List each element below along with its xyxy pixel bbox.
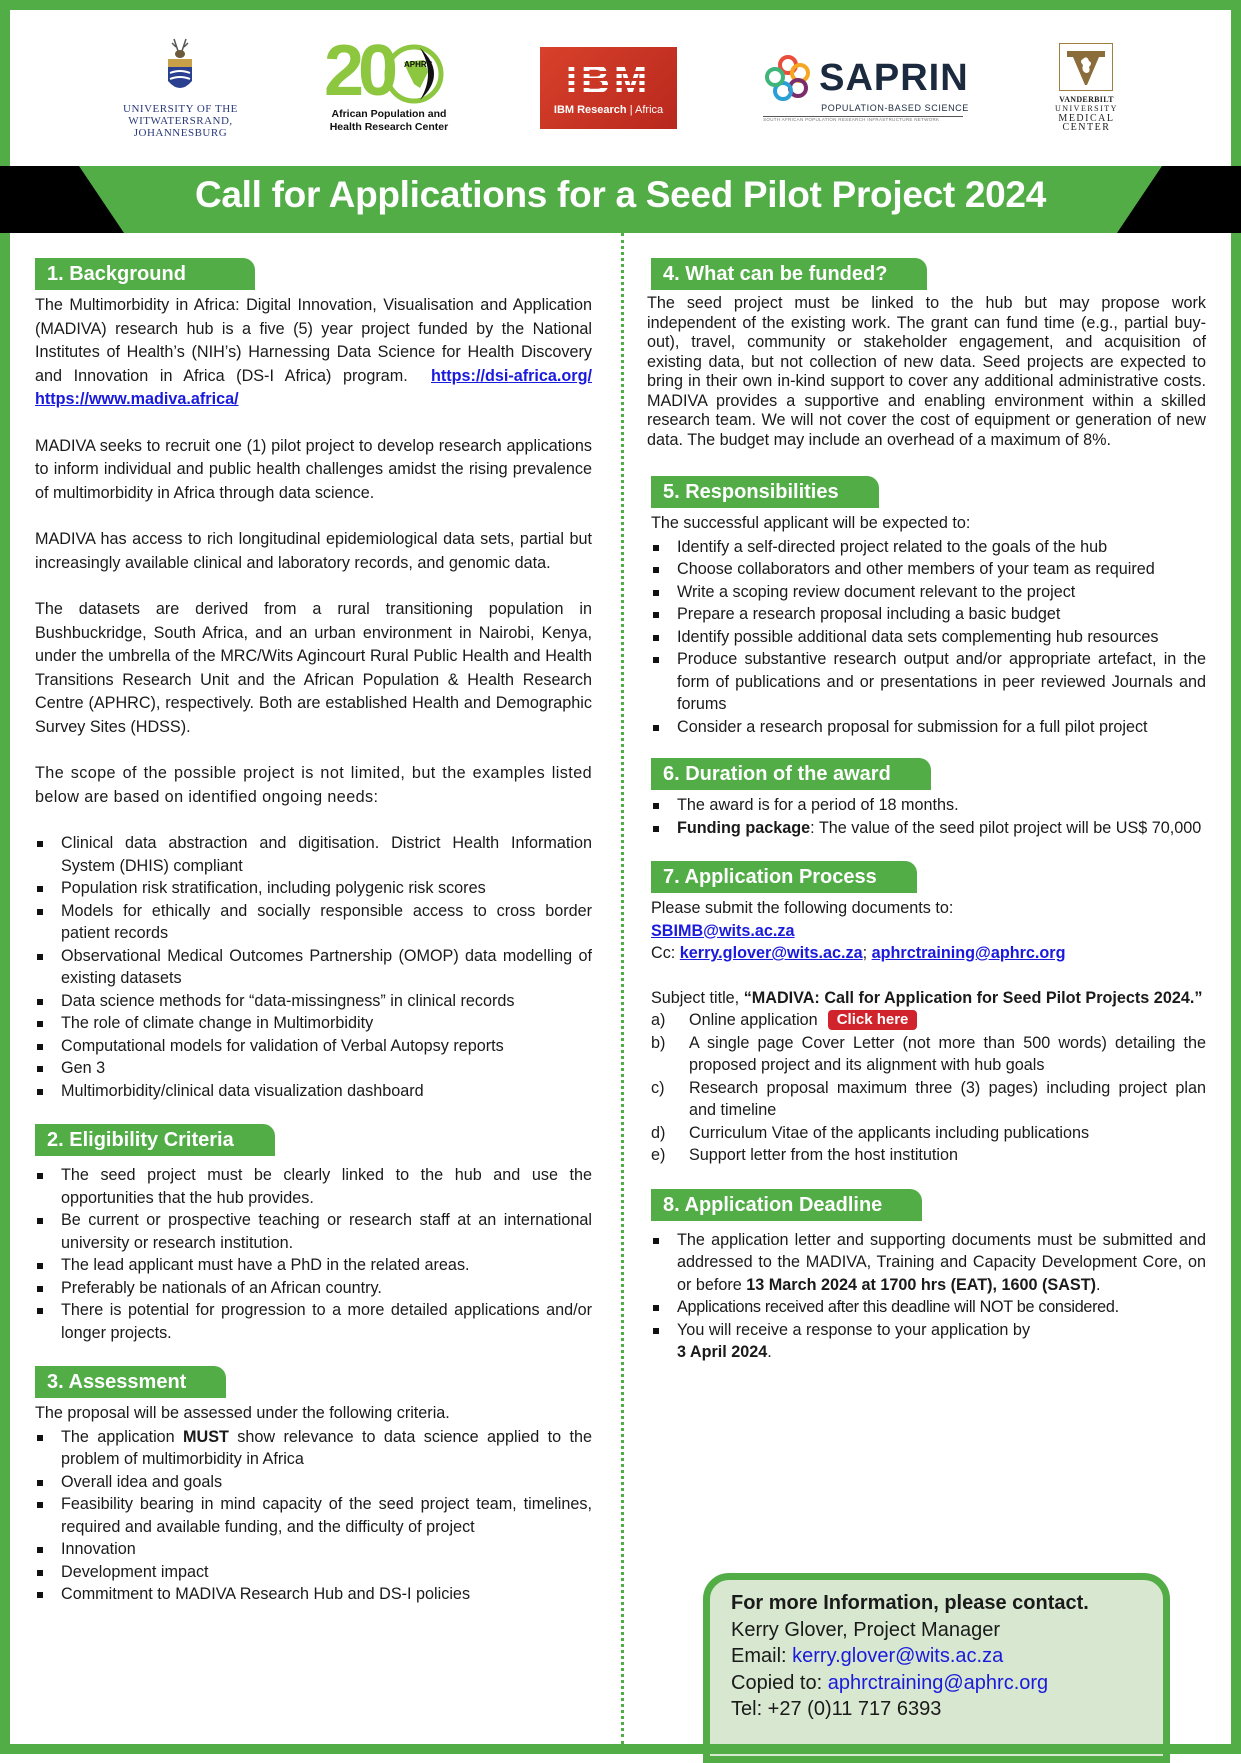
responsibilities-intro: The successful applicant will be expected to: <box>651 514 971 532</box>
right-column <box>647 258 1206 1364</box>
column-divider <box>621 233 624 1744</box>
item-text: A single page Cover Letter (not more than 500 words) detailing the proposed project and its alignment with hub goals <box>689 1033 1206 1074</box>
partner-logos <box>10 10 1231 165</box>
list-item: Data science methods for “data-missingness” in clinical records <box>35 990 592 1013</box>
madiva-link[interactable]: https://www.madiva.africa/ <box>35 390 239 408</box>
subject-label: Subject title, <box>651 988 744 1007</box>
list-item: Choose collaborators and other members of your team as required <box>651 558 1206 581</box>
africa-globe-icon <box>384 44 448 104</box>
list-item <box>651 1319 1206 1364</box>
wits-crest-icon <box>160 37 200 99</box>
item-marker: d) <box>651 1123 666 1142</box>
list-item: Population risk stratification, including polygenic risk scores <box>35 877 592 900</box>
ibm-separator: | <box>626 103 636 116</box>
section-background <box>35 258 592 1102</box>
saprin-tagline: POPULATION-BASED SCIENCE <box>821 103 969 113</box>
list-item: Produce substantive research output and/or appropriate artefact, in the form of publications and or presentations in peer reviewed Journals and forums <box>651 648 1206 716</box>
list-item: There is potential for progression to a more detailed applications and/or longer projects. <box>35 1299 592 1344</box>
wits-line3: JOHANNESBURG <box>133 126 228 139</box>
item-text: show relevance to data science applied to the problem of multimorbidity in Africa <box>61 1427 592 1468</box>
list-item: Identify a self-directed project related to the goals of the hub <box>651 536 1206 559</box>
duration-list <box>651 794 1206 839</box>
item-marker: e) <box>651 1146 666 1164</box>
left-column <box>35 258 592 1606</box>
list-item: Feasibility bearing in mind capacity of the seed project team, timelines, required and available funding, and the difficulty of project <box>35 1493 592 1538</box>
required-documents-list <box>651 1009 1206 1167</box>
saprin-name: SAPRIN <box>819 57 969 99</box>
ibm-research-africa-logo <box>540 47 677 129</box>
ibm-region-label: Africa <box>635 103 664 116</box>
section-application-process <box>651 861 1206 1167</box>
background-para-3: MADIVA has access to rich longitudinal epidemiological data sets, partial but increasingly available clinical and laboratory records, and genomic data. <box>35 530 592 572</box>
item-text: . <box>1095 1275 1101 1294</box>
saprin-logo <box>763 53 969 122</box>
response-date: 3 April 2024 <box>677 1343 768 1361</box>
funded-text: The seed project must be linked to the hub but may propose work independent of the existing work. The grant can fund time (e.g., partial buy-out), travel, community or stakeholder engagement, and acquisition of existing data, but not collection of new data. Seed projects are expected to bring in their own in-kind support to cover any additional administrative costs. MADIVA provides a supportive and enabling environment within a skilled research team. We will not cover the cost of equipment or generation of new data. The budget may include an overhead of a maximum of 8%. <box>647 294 1206 449</box>
responsibilities-list <box>651 536 1206 739</box>
list-item: Overall idea and goals <box>35 1471 592 1494</box>
list-item <box>651 1077 1206 1122</box>
item-text: Online application <box>689 1011 818 1029</box>
cc-label: Cc: <box>651 944 680 962</box>
list-item: Development impact <box>35 1561 592 1584</box>
project-examples-list <box>35 832 592 1102</box>
list-item: Applications received after this deadline will NOT be considered. <box>651 1296 1206 1319</box>
background-para-4: The datasets are derived from a rural transitioning population in Bushbuckridge, South Africa, and an urban environment in Nairobi, Kenya, under the umbrella of the MRC/Wits Agincourt Rural Public Health and Health Transitions Research Unit and the African Population & Health Research Centre (APHRC), respectively. Both are established Health and Demographic Survey Sites (HDSS). <box>35 600 592 736</box>
section-heading: 2. Eligibility Criteria <box>35 1124 275 1156</box>
funding-package-value: : The value of the seed pilot project will be US$ 70,000 <box>810 818 1202 837</box>
item-text: The application letter and supporting documents must be submitted and addressed to the MADIVA, Training and Capacity Development Core, on or before <box>677 1230 1206 1294</box>
item-text: Support letter from the host institution <box>689 1146 959 1164</box>
list-item: The role of climate change in Multimorbidity <box>35 1012 592 1035</box>
section-duration <box>647 758 1206 839</box>
list-item: Computational models for validation of Verbal Autopsy reports <box>35 1035 592 1058</box>
section-application-deadline <box>651 1189 1206 1364</box>
vanderbilt-v-oak-icon <box>1065 47 1107 87</box>
item-marker: b) <box>651 1033 666 1052</box>
list-item: Models for ethically and socially responsible access to cross border patient records <box>35 900 592 945</box>
section-heading: 6. Duration of the award <box>651 758 931 790</box>
background-para-5: The scope of the possible project is not limited, but the examples listed below are based on identified ongoing needs: <box>35 764 592 806</box>
wits-line2: WITWATERSRAND, <box>128 114 233 127</box>
list-item: The award is for a period of 18 months. <box>651 794 1206 817</box>
list-item: Gen 3 <box>35 1057 592 1080</box>
list-item <box>651 1122 1206 1145</box>
contact-heading: For more Information, please contact. <box>731 1592 1089 1614</box>
contact-box <box>703 1573 1170 1763</box>
sbimb-email-link[interactable]: SBIMB@wits.ac.za <box>651 921 795 940</box>
deadline-date: 13 March 2024 at 1700 hrs (EAT), 1600 (SAST) <box>746 1275 1096 1294</box>
dsi-africa-link[interactable]: https://dsi-africa.org/ <box>431 366 592 385</box>
item-marker: c) <box>651 1078 665 1097</box>
vumc-line4: CENTER <box>1062 122 1111 133</box>
wits-logo <box>123 37 238 139</box>
ibm-research-label: IBM Research <box>553 103 627 116</box>
contact-name: Kerry Glover, Project Manager <box>731 1618 1000 1641</box>
eligibility-list <box>35 1164 592 1344</box>
section-heading: 4. What can be funded? <box>651 258 927 290</box>
contact-email-link[interactable]: kerry.glover@wits.ac.za <box>792 1645 1004 1667</box>
item-text: . <box>767 1343 772 1361</box>
aphrc-line1: African Population and <box>331 107 447 120</box>
list-item: Identify possible additional data sets complementing hub resources <box>651 626 1206 649</box>
section-heading: 1. Background <box>35 258 255 290</box>
contact-phone: Tel: +27 (0)11 717 6393 <box>731 1698 942 1720</box>
list-item: Preferably be nationals of an African country. <box>35 1277 592 1300</box>
list-item: Innovation <box>35 1538 592 1561</box>
list-item <box>651 817 1206 840</box>
list-item: The seed project must be clearly linked to the hub and use the opportunities that the hub provides. <box>35 1164 592 1209</box>
item-text: Research proposal maximum three (3) pages) including project plan and timeline <box>689 1078 1206 1119</box>
assessment-intro: The proposal will be assessed under the following criteria. <box>35 1404 450 1422</box>
section-assessment <box>35 1366 592 1606</box>
aphrc-20-mark: 20 <box>323 30 393 111</box>
section-what-can-be-funded <box>647 258 1206 450</box>
list-item: Be current or prospective teaching or research staff at an international university or research institution. <box>35 1209 592 1254</box>
saprin-flower-icon <box>763 53 813 103</box>
list-item: Commitment to MADIVA Research Hub and DS-I policies <box>35 1583 592 1606</box>
funding-package-label: Funding package <box>677 818 811 837</box>
aphrc-logo <box>323 30 454 134</box>
vumc-logo <box>1055 43 1118 133</box>
cc-separator: ; <box>862 944 872 962</box>
subject-title: “MADIVA: Call for Application for Seed Pilot Projects 2024.” <box>743 988 1203 1007</box>
item-text: You will receive a response to your application by <box>677 1320 1031 1339</box>
item-text: The application <box>61 1427 184 1446</box>
list-item <box>35 1426 592 1471</box>
background-text-1: The Multimorbidity in Africa: Digital Innovation, Visualisation and Application (MADIVA) research hub is a five (5) year project funded by the National Institutes of Health’s (NIH’s) Harnessing Data Science for Health Discovery and Innovation in Africa (DS-I Africa) program. <box>35 296 592 385</box>
list-item <box>651 1032 1206 1077</box>
list-item: Prepare a research proposal including a basic budget <box>651 603 1206 626</box>
saprin-subline: SOUTH AFRICAN POPULATION RESEARCH INFRASTRUCTURE NETWORK <box>763 117 940 122</box>
list-item: Multimorbidity/clinical data visualization dashboard <box>35 1080 592 1103</box>
section-responsibilities <box>647 476 1206 738</box>
aphrc-badge: APHRC <box>403 59 433 69</box>
item-emphasis: MUST <box>183 1427 229 1446</box>
list-item <box>651 1144 1206 1167</box>
ibm-mark: IBM <box>565 57 652 102</box>
process-intro: Please submit the following documents to: <box>651 899 954 917</box>
section-heading: 5. Responsibilities <box>651 476 879 508</box>
aphrc-training-email-link[interactable]: aphrctraining@aphrc.org <box>871 944 1066 962</box>
list-item <box>651 1009 1206 1032</box>
section-eligibility <box>35 1124 592 1344</box>
assessment-list <box>35 1426 592 1606</box>
click-here-button[interactable]: Click here <box>828 1010 918 1030</box>
copied-label: Copied to: <box>731 1671 828 1694</box>
list-item: Clinical data abstraction and digitisation. District Health Information System (DHIS) compliant <box>35 832 592 877</box>
email-label: Email: <box>731 1645 793 1667</box>
vumc-line1: VANDERBILT <box>1059 94 1114 104</box>
vumc-line2: UNIVERSITY <box>1054 104 1118 113</box>
vumc-line3: MEDICAL <box>1058 112 1115 124</box>
wits-line1: UNIVERSITY OF THE <box>123 102 238 115</box>
section-heading: 7. Application Process <box>651 861 917 893</box>
contact-copied-email-link[interactable]: aphrctraining@aphrc.org <box>827 1671 1049 1694</box>
page-title: Call for Applications for a Seed Pilot Project 2024 <box>194 174 1046 215</box>
section-heading: 8. Application Deadline <box>651 1189 922 1221</box>
section-heading: 3. Assessment <box>35 1366 226 1398</box>
list-item: Consider a research proposal for submission for a full pilot project <box>651 716 1206 739</box>
item-marker: a) <box>651 1011 666 1029</box>
list-item <box>651 1229 1206 1297</box>
kerry-email-link[interactable]: kerry.glover@wits.ac.za <box>679 944 863 962</box>
list-item: Write a scoping review document relevant to the project <box>651 581 1206 604</box>
subject-line <box>651 987 1206 1010</box>
deadline-list <box>651 1229 1206 1364</box>
title-banner <box>0 166 1241 233</box>
item-text: Curriculum Vitae of the applicants including publications <box>689 1123 1090 1142</box>
background-para-1 <box>35 294 592 412</box>
list-item: The lead applicant must have a PhD in the related areas. <box>35 1254 592 1277</box>
list-item: Observational Medical Outcomes Partnership (OMOP) data modelling of existing datasets <box>35 945 592 990</box>
aphrc-line2: Health Research Center <box>329 120 449 133</box>
background-para-2: MADIVA seeks to recruit one (1) pilot project to develop research applications to inform individual and public health challenges amidst the rising prevalence of multimorbidity in Africa through data science. <box>35 436 592 502</box>
bottom-border <box>0 1744 1241 1754</box>
